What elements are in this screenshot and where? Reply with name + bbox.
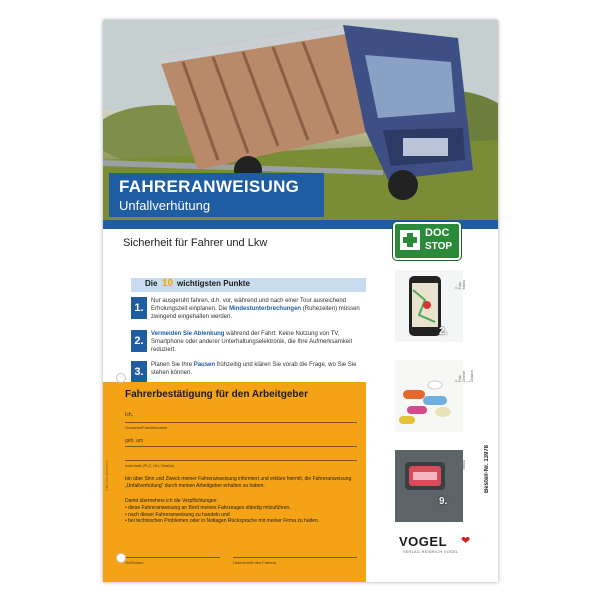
points-header-num: 10 [162, 278, 174, 289]
name-line[interactable] [125, 422, 357, 423]
document-subtitle: Unfallverhütung [119, 198, 211, 213]
signature-hint: Unterschrift des Fahrers [233, 560, 276, 565]
thumb-credit: © Foto: fotolia [454, 280, 466, 290]
logo-line1: DOC [425, 227, 450, 239]
brake-image [395, 450, 463, 522]
pills-image [395, 360, 463, 432]
list-item: • diese Fahreranweisung an Bord meines Fahrzeuges ständig mitzuführen, [125, 505, 291, 511]
publisher-subtitle: VERLAG HEINRICH VOGEL [403, 550, 459, 554]
order-number: Bestell-Nr. 13978 [484, 445, 490, 494]
points-header [131, 278, 366, 292]
form-title: Fahrerbestätigung für den Arbeitgeber [125, 389, 308, 400]
point-text: Planen Sie Ihre Pausen frühzeitig und klären Sie vorab die Frage, wo Sie Sie stehen können. [151, 362, 357, 376]
date-hint: Ort/Datum [125, 560, 144, 565]
smartphone-image [395, 270, 463, 342]
form-obligation-list [125, 505, 360, 525]
date-line[interactable] [125, 557, 220, 558]
name-hint: Vorname/Familienname [125, 425, 168, 430]
truck-accident-photo [103, 20, 498, 220]
point-text: Nur ausgeruht fahren, d.h. vor, während und nach einer Tour ausreichend Erholungszeit einplanen. Die Mindestunterbrechungen (Ruhezeiten) müssen zwingend eingehalten werden. [151, 298, 360, 320]
thumb-credit: © Foto: fotolia [454, 460, 466, 470]
punch-hole [116, 373, 126, 383]
points-header-post: wichtigsten Punkte [177, 279, 250, 288]
list-item: • bei technischen Problemen oder in Notlagen Rücksprache mit meiner Firma zu halten. [125, 518, 320, 524]
heart-icon: ❤ [461, 535, 471, 547]
points-header-pre: Die [145, 279, 158, 288]
thumb-badge: 9. [439, 496, 448, 507]
title-box [109, 173, 324, 217]
cut-hint: Bitte hier abtrennen [105, 460, 109, 491]
point-number: 1. [131, 297, 147, 319]
publisher-logo: VOGEL [399, 534, 448, 549]
thumb-badge: 2. [439, 326, 448, 337]
birthdate-line[interactable] [125, 446, 357, 447]
document-title: FAHRERANWEISUNG [119, 177, 300, 196]
driver-confirmation-form [103, 382, 366, 582]
point-number: 3. [131, 361, 147, 383]
form-ich-label: Ich, [125, 412, 134, 418]
punch-hole [116, 553, 126, 563]
point-text: Vermeiden Sie Ablenkung während der Fahrt: Keine Nutzung von TV, Smartphone oder anderer Unterhaltungselektronik, die Ihre Aufmerksamkeit reduziert. [151, 331, 353, 353]
geb-label: geb. am [125, 438, 144, 444]
document-sheet [103, 20, 498, 582]
cross-icon [400, 230, 420, 250]
form-obligation-text: Damit übernehme ich die Verpflichtungen: [125, 498, 218, 504]
tagline: Sicherheit für Fahrer und Lkw [123, 237, 268, 249]
signature-line[interactable] [233, 557, 357, 558]
logo-line2: STOP [425, 241, 453, 252]
list-item: • nach dieser Fahreranweisung zu handeln und [125, 511, 230, 518]
address-hint: wohnhaft (PLZ, Ort, Straße) [125, 463, 175, 468]
address-line[interactable] [125, 460, 357, 461]
form-confirm-text: bin über Sinn und Zweck meiner Fahreranweisung informiert und erkläre hiermit, die Fahreranweisung „Unfallverhütung“ durch meinen Arbeitgeber erhalten zu haben. [125, 476, 352, 489]
point-number: 2. [131, 330, 147, 352]
doc-stop-logo [393, 222, 461, 260]
thumb-credit: © Foto: Zimmer | Obdach [454, 370, 474, 383]
